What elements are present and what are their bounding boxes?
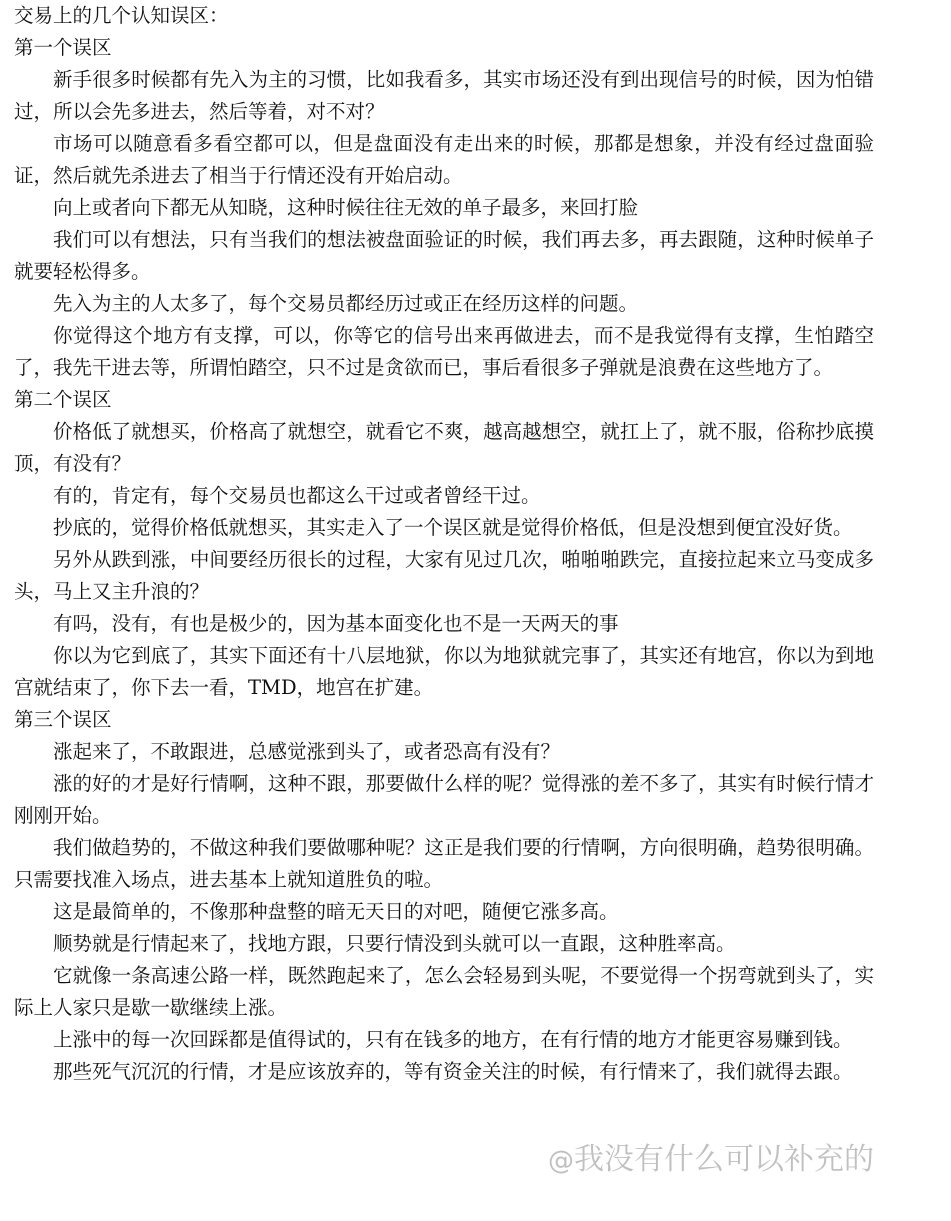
paragraph: 有吗，没有，有也是极少的，因为基本面变化也不是一天两天的事 — [53, 612, 619, 635]
section-heading: 第二个误区 — [14, 388, 112, 411]
paragraph: 涨起来了，不敢跟进，总感觉涨到头了，或者恐高有没有？ — [53, 740, 561, 763]
section-2 — [14, 384, 874, 704]
paragraph: 那些死气沉沉的行情，才是应该放弃的，等有资金关注的时候，有行情来了，我们就得去跟。 — [53, 1060, 853, 1083]
paragraph: 市场可以随意看多看空都可以，但是盘面没有走出来的时候，那都是想象，并没有经过盘面验证，然后就先杀进去了相当于行情还没有开始启动。 — [14, 132, 874, 187]
watermark-text: 我没有什么可以补充的 — [574, 1142, 874, 1177]
paragraph: 我们做趋势的，不做这种我们要做哪种呢？这正是我们要的行情啊，方向很明确，趋势很明确。只需要找准入场点，进去基本上就知道胜负的啦。 — [14, 836, 874, 891]
paragraph: 先入为主的人太多了，每个交易员都经历过或正在经历这样的问题。 — [53, 292, 639, 315]
document-title: 交易上的几个认知误区： — [14, 4, 229, 27]
section-1 — [14, 32, 874, 384]
paragraph: 上涨中的每一次回踩都是值得试的，只有在钱多的地方，在有行情的地方才能更容易赚到钱。 — [53, 1028, 853, 1051]
paragraph: 这是最简单的，不像那种盘整的暗无天日的对吧，随便它涨多高。 — [53, 900, 619, 923]
paragraph: 有的，肯定有，每个交易员也都这么干过或者曾经干过。 — [53, 484, 541, 507]
paragraph: 你觉得这个地方有支撑，可以，你等它的信号出来再做进去，而不是我觉得有支撑，生怕踏空了，我先干进去等，所谓怕踏空，只不过是贪欲而已，事后看很多子弹就是浪费在这些地方了。 — [14, 324, 874, 379]
document-body — [14, 0, 874, 1088]
paragraph: 涨的好的才是好行情啊，这种不跟，那要做什么样的呢？觉得涨的差不多了，其实有时候行情才刚刚开始。 — [14, 772, 874, 827]
paragraph: 你以为它到底了，其实下面还有十八层地狱，你以为地狱就完事了，其实还有地宫，你以为到地宫就结束了，你下去一看，TMD，地宫在扩建。 — [14, 644, 874, 699]
paragraph: 顺势就是行情起来了，找地方跟，只要行情没到头就可以一直跟，这种胜率高。 — [53, 932, 736, 955]
paragraph: 它就像一条高速公路一样，既然跑起来了，怎么会轻易到头呢，不要觉得一个拐弯就到头了，实际上人家只是歇一歇继续上涨。 — [14, 964, 874, 1019]
paragraph: 我们可以有想法，只有当我们的想法被盘面验证的时候，我们再去多，再去跟随，这种时候单子就要轻松得多。 — [14, 228, 874, 283]
paragraph: 抄底的，觉得价格低就想买，其实走入了一个误区就是觉得价格低，但是没想到便宜没好货。 — [53, 516, 853, 539]
paragraph: 价格低了就想买，价格高了就想空，就看它不爽，越高越想空，就扛上了，就不服，俗称抄底摸顶，有没有？ — [14, 420, 874, 475]
watermark-symbol: @ — [548, 1146, 574, 1176]
paragraph: 新手很多时候都有先入为主的习惯，比如我看多，其实市场还没有到出现信号的时候，因为怕错过，所以会先多进去，然后等着，对不对？ — [14, 68, 874, 123]
section-heading: 第一个误区 — [14, 36, 112, 59]
section-heading: 第三个误区 — [14, 708, 112, 731]
section-3 — [14, 704, 874, 1088]
paragraph: 另外从跌到涨，中间要经历很长的过程，大家有见过几次，啪啪啪跌完，直接拉起来立马变成多头，马上又主升浪的？ — [14, 548, 874, 603]
paragraph: 向上或者向下都无从知晓，这种时候往往无效的单子最多，来回打脸 — [53, 196, 639, 219]
watermark — [548, 1140, 874, 1181]
